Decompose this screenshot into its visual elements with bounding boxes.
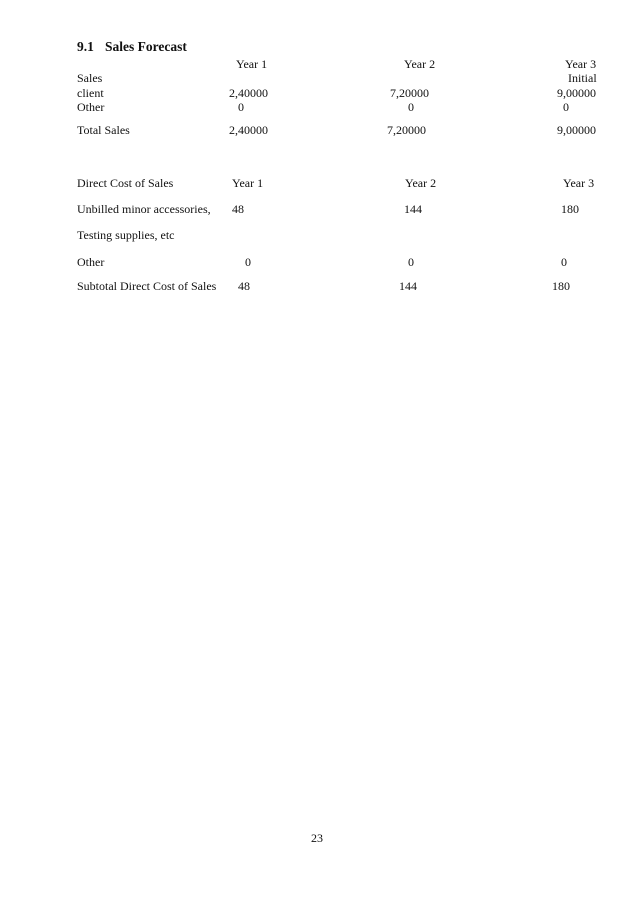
page-number: 23	[311, 831, 323, 845]
sales-row-other-year-1: 0	[238, 100, 244, 114]
sales-row-client-label: client	[77, 86, 104, 100]
sales-row-client-year-3: 9,00000	[557, 86, 596, 100]
subtotal-direct-cost-label: Subtotal Direct Cost of Sales	[77, 279, 217, 293]
sales-row-client-year-2: 7,20000	[390, 86, 429, 100]
direct-cost-row-testing-label: Testing supplies, etc	[77, 228, 175, 242]
direct-cost-header-year-2: Year 2	[405, 176, 437, 190]
sales-row-other-year-2: 0	[408, 100, 414, 114]
sales-header-year-2: Year 2	[404, 57, 436, 71]
sales-header-year-3: Year 3	[565, 57, 597, 71]
direct-cost-row-other-year-1: 0	[245, 255, 251, 269]
direct-cost-row-unbilled-label: Unbilled minor accessories,	[77, 202, 211, 216]
direct-cost-header-year-1: Year 1	[232, 176, 264, 190]
section-number: 9.1	[77, 39, 94, 54]
total-sales-year-2: 7,20000	[387, 123, 426, 137]
direct-cost-row-other-year-2: 0	[408, 255, 414, 269]
sales-row-other-year-3: 0	[563, 100, 569, 114]
direct-cost-label: Direct Cost of Sales	[77, 176, 174, 190]
sales-row-client-year-1: 2,40000	[229, 86, 268, 100]
direct-cost-row-unbilled-year-1: 48	[232, 202, 244, 216]
sales-subheader-initial: Initial	[568, 71, 597, 85]
sales-row-other-label: Other	[77, 100, 105, 114]
total-sales-label: Total Sales	[77, 123, 130, 137]
subtotal-direct-cost-year-3: 180	[552, 279, 570, 293]
section-title: Sales Forecast	[105, 39, 187, 54]
direct-cost-row-other-year-3: 0	[561, 255, 567, 269]
total-sales-year-3: 9,00000	[557, 123, 596, 137]
subtotal-direct-cost-year-2: 144	[399, 279, 417, 293]
sales-header-year-1: Year 1	[236, 57, 268, 71]
sales-label: Sales	[77, 71, 103, 85]
total-sales-year-1: 2,40000	[229, 123, 268, 137]
direct-cost-row-unbilled-year-3: 180	[561, 202, 579, 216]
direct-cost-header-year-3: Year 3	[563, 176, 595, 190]
direct-cost-row-unbilled-year-2: 144	[404, 202, 422, 216]
subtotal-direct-cost-year-1: 48	[238, 279, 250, 293]
direct-cost-row-other-label: Other	[77, 255, 105, 269]
